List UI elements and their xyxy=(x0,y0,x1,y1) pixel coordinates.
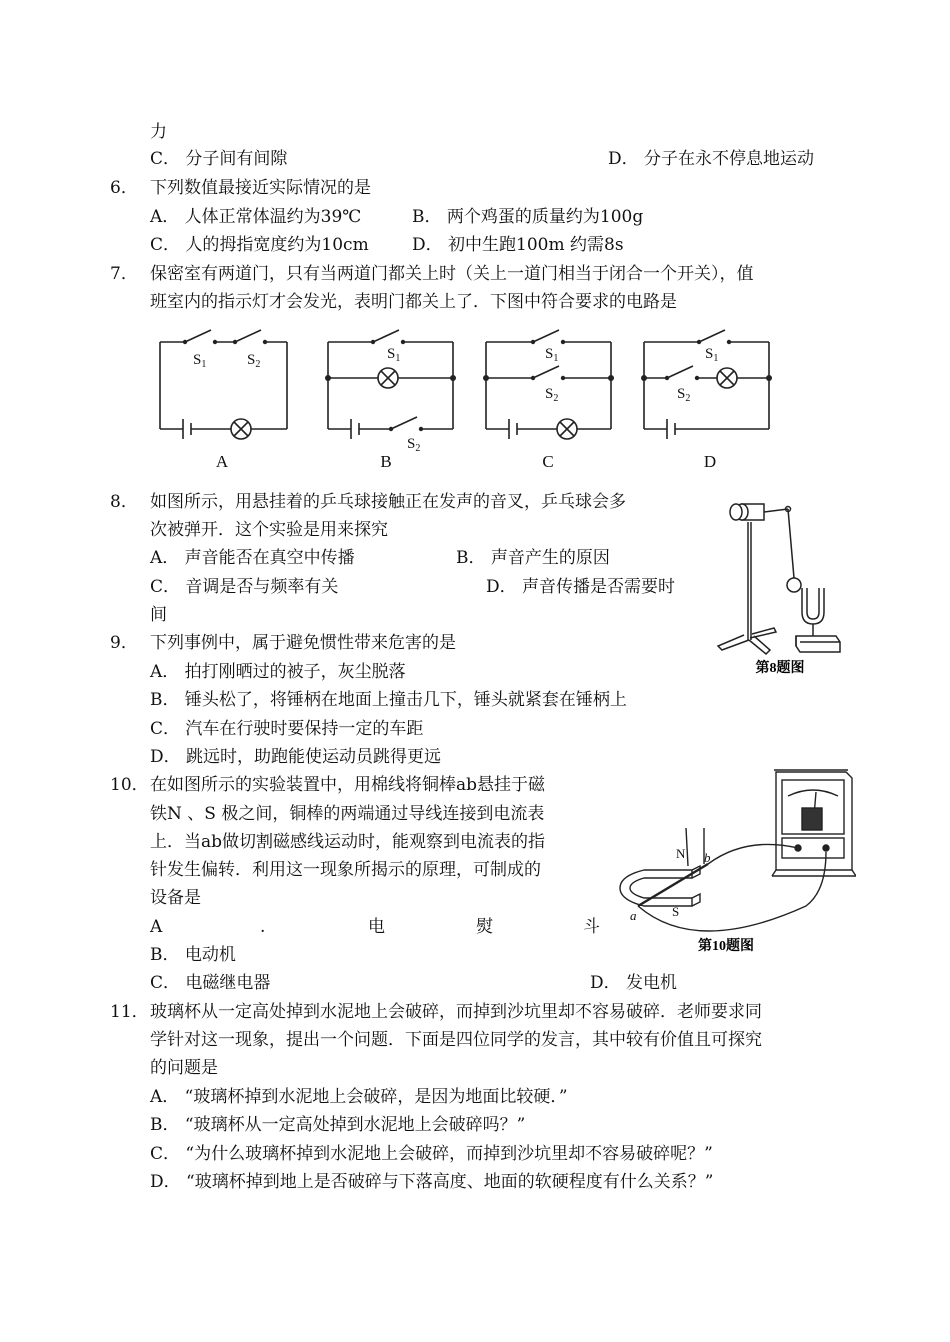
q7-number: 7． xyxy=(110,264,138,284)
label-s: S xyxy=(193,352,202,368)
q10-option-a-char2: 熨 xyxy=(476,917,493,937)
svg-text:S2: $S_2$ xyxy=(677,386,691,404)
q11-option-a: A． “玻璃杯掉到水泥地上会破碎，是因为地面比较硬．” xyxy=(150,1087,568,1107)
q10-number: 10． xyxy=(110,775,149,795)
q8-option-d: D． 声音传播是否需要时 xyxy=(486,577,676,597)
q10-option-c: C． 电磁继电器 xyxy=(150,973,271,993)
q11-option-d: D． “玻璃杯掉到地上是否破碎与下落高度、地面的软硬程度有什么关系？” xyxy=(150,1172,714,1192)
q10-option-d: D． 发电机 xyxy=(590,973,678,993)
q11-option-b: B． “玻璃杯从一定高处掉到水泥地上会破碎吗？” xyxy=(150,1115,526,1135)
q8-figure-caption: 第8题图 xyxy=(755,661,805,676)
q5-continuation: 力 xyxy=(150,122,167,142)
q5-option-d: D． 分子在永不停息地运动 xyxy=(608,149,815,169)
rod-end-a: a xyxy=(630,908,637,923)
q11-stem-line3: 的问题是 xyxy=(150,1058,218,1078)
q9-stem: 下列事例中，属于避免惯性带来危害的是 xyxy=(150,633,456,653)
q10-option-a-char3: 斗 xyxy=(583,917,600,937)
q7-stem-line2: 班室内的指示灯才会发光，表明门都关上了．下图中符合要求的电路是 xyxy=(150,292,677,312)
q8-number: 8． xyxy=(110,492,138,512)
q11-number: 11． xyxy=(110,1002,149,1022)
q10-stem-line1: 在如图所示的实验装置中，用棉线将铜棒ab悬挂于磁 xyxy=(150,775,546,795)
svg-text:S2: $S_2$ xyxy=(247,352,261,370)
q11-stem-line1: 玻璃杯从一定高处掉到水泥地上会破碎，而掉到沙坑里却不容易破碎．老师要求同 xyxy=(150,1002,762,1022)
q6-option-b: B． 两个鸡蛋的质量约为100g xyxy=(412,207,644,227)
circuit-label-b: B xyxy=(380,452,392,471)
q11-option-c: C． “为什么玻璃杯掉到水泥地上会破碎，而掉到沙坑里却不容易破碎呢？” xyxy=(150,1144,713,1164)
q5-option-c: C． 分子间有间隙 xyxy=(150,149,288,169)
q8-option-c: C． 音调是否与频率有关 xyxy=(150,577,339,597)
circuit-label-d: D xyxy=(703,452,717,471)
circuit-label-a: A xyxy=(215,452,229,471)
q9-option-a: A． 拍打刚晒过的被子，灰尘脱落 xyxy=(150,662,406,682)
q8-figure xyxy=(714,492,844,678)
q10-stem-line3: 上．当ab做切割磁感线运动时，能观察到电流表的指 xyxy=(150,832,546,852)
q10-option-a-char1: 电 xyxy=(368,917,385,937)
q7-circuit-diagrams xyxy=(155,322,775,474)
rod-end-b: b xyxy=(704,850,711,865)
q10-stem-line2: 铁N 、S 极之间，铜棒的两端通过导线连接到电流表 xyxy=(150,804,545,824)
q8-option-a: A． 声音能否在真空中传播 xyxy=(150,548,355,568)
q10-option-a-letter: A xyxy=(150,917,163,937)
svg-text:S1: $S_1$ xyxy=(387,346,401,364)
q10-figure xyxy=(616,766,856,956)
svg-text:S1: $S_1$ xyxy=(545,346,559,364)
q10-option-b: B． 电动机 xyxy=(150,945,236,965)
q11-stem-line2: 学针对这一现象，提出一个问题．下面是四位同学的发言，其中较有价值且可探究 xyxy=(150,1030,762,1050)
q10-stem-line4: 针发生偏转．利用这一现象所揭示的原理，可制成的 xyxy=(150,860,541,880)
q10-stem-line5: 设备是 xyxy=(150,888,201,908)
q9-number: 9． xyxy=(110,633,138,653)
q8-stem-line1: 如图所示，用悬挂着的乒乓球接触正在发声的音叉，乒乓球会多 xyxy=(150,492,626,512)
q6-option-d: D． 初中生跑100m 约需8s xyxy=(412,235,624,255)
q9-option-c: C． 汽车在行驶时要保持一定的车距 xyxy=(150,719,424,739)
circuit-a xyxy=(160,330,287,439)
svg-text:S1: $S_1$ xyxy=(705,346,719,364)
q7-stem-line1: 保密室有两道门，只有当两道门都关上时（关上一道门相当于闭合一个开关），值 xyxy=(150,264,754,284)
svg-text:S1: $S_1$ xyxy=(193,352,207,370)
q10-figure-caption: 第10题图 xyxy=(698,939,754,954)
svg-text:S2: $S_2$ xyxy=(545,386,559,404)
q8-stem-line2: 次被弹开．这个实验是用来探究 xyxy=(150,520,388,540)
svg-text:S2: $S_2$ xyxy=(407,436,421,454)
q6-stem: 下列数值最接近实际情况的是 xyxy=(150,178,371,198)
circuit-label-c: C xyxy=(542,452,554,471)
q9-option-b: B． 锤头松了，将锤柄在地面上撞击几下，锤头就紧套在锤柄上 xyxy=(150,690,627,710)
q6-option-a: A． 人体正常体温约为39℃ xyxy=(150,207,362,227)
q9-option-d: D． 跳远时，助跑能使运动员跳得更远 xyxy=(150,747,442,767)
magnet-pole-n: N xyxy=(676,846,686,861)
q10-option-a-dot: . xyxy=(260,917,266,937)
magnet-pole-s: S xyxy=(672,904,680,919)
q8-option-b: B． 声音产生的原因 xyxy=(456,548,610,568)
q8-option-d-continuation: 间 xyxy=(150,605,167,625)
q6-option-c: C． 人的拇指宽度约为10cm xyxy=(150,235,369,255)
q6-number: 6． xyxy=(110,178,138,198)
